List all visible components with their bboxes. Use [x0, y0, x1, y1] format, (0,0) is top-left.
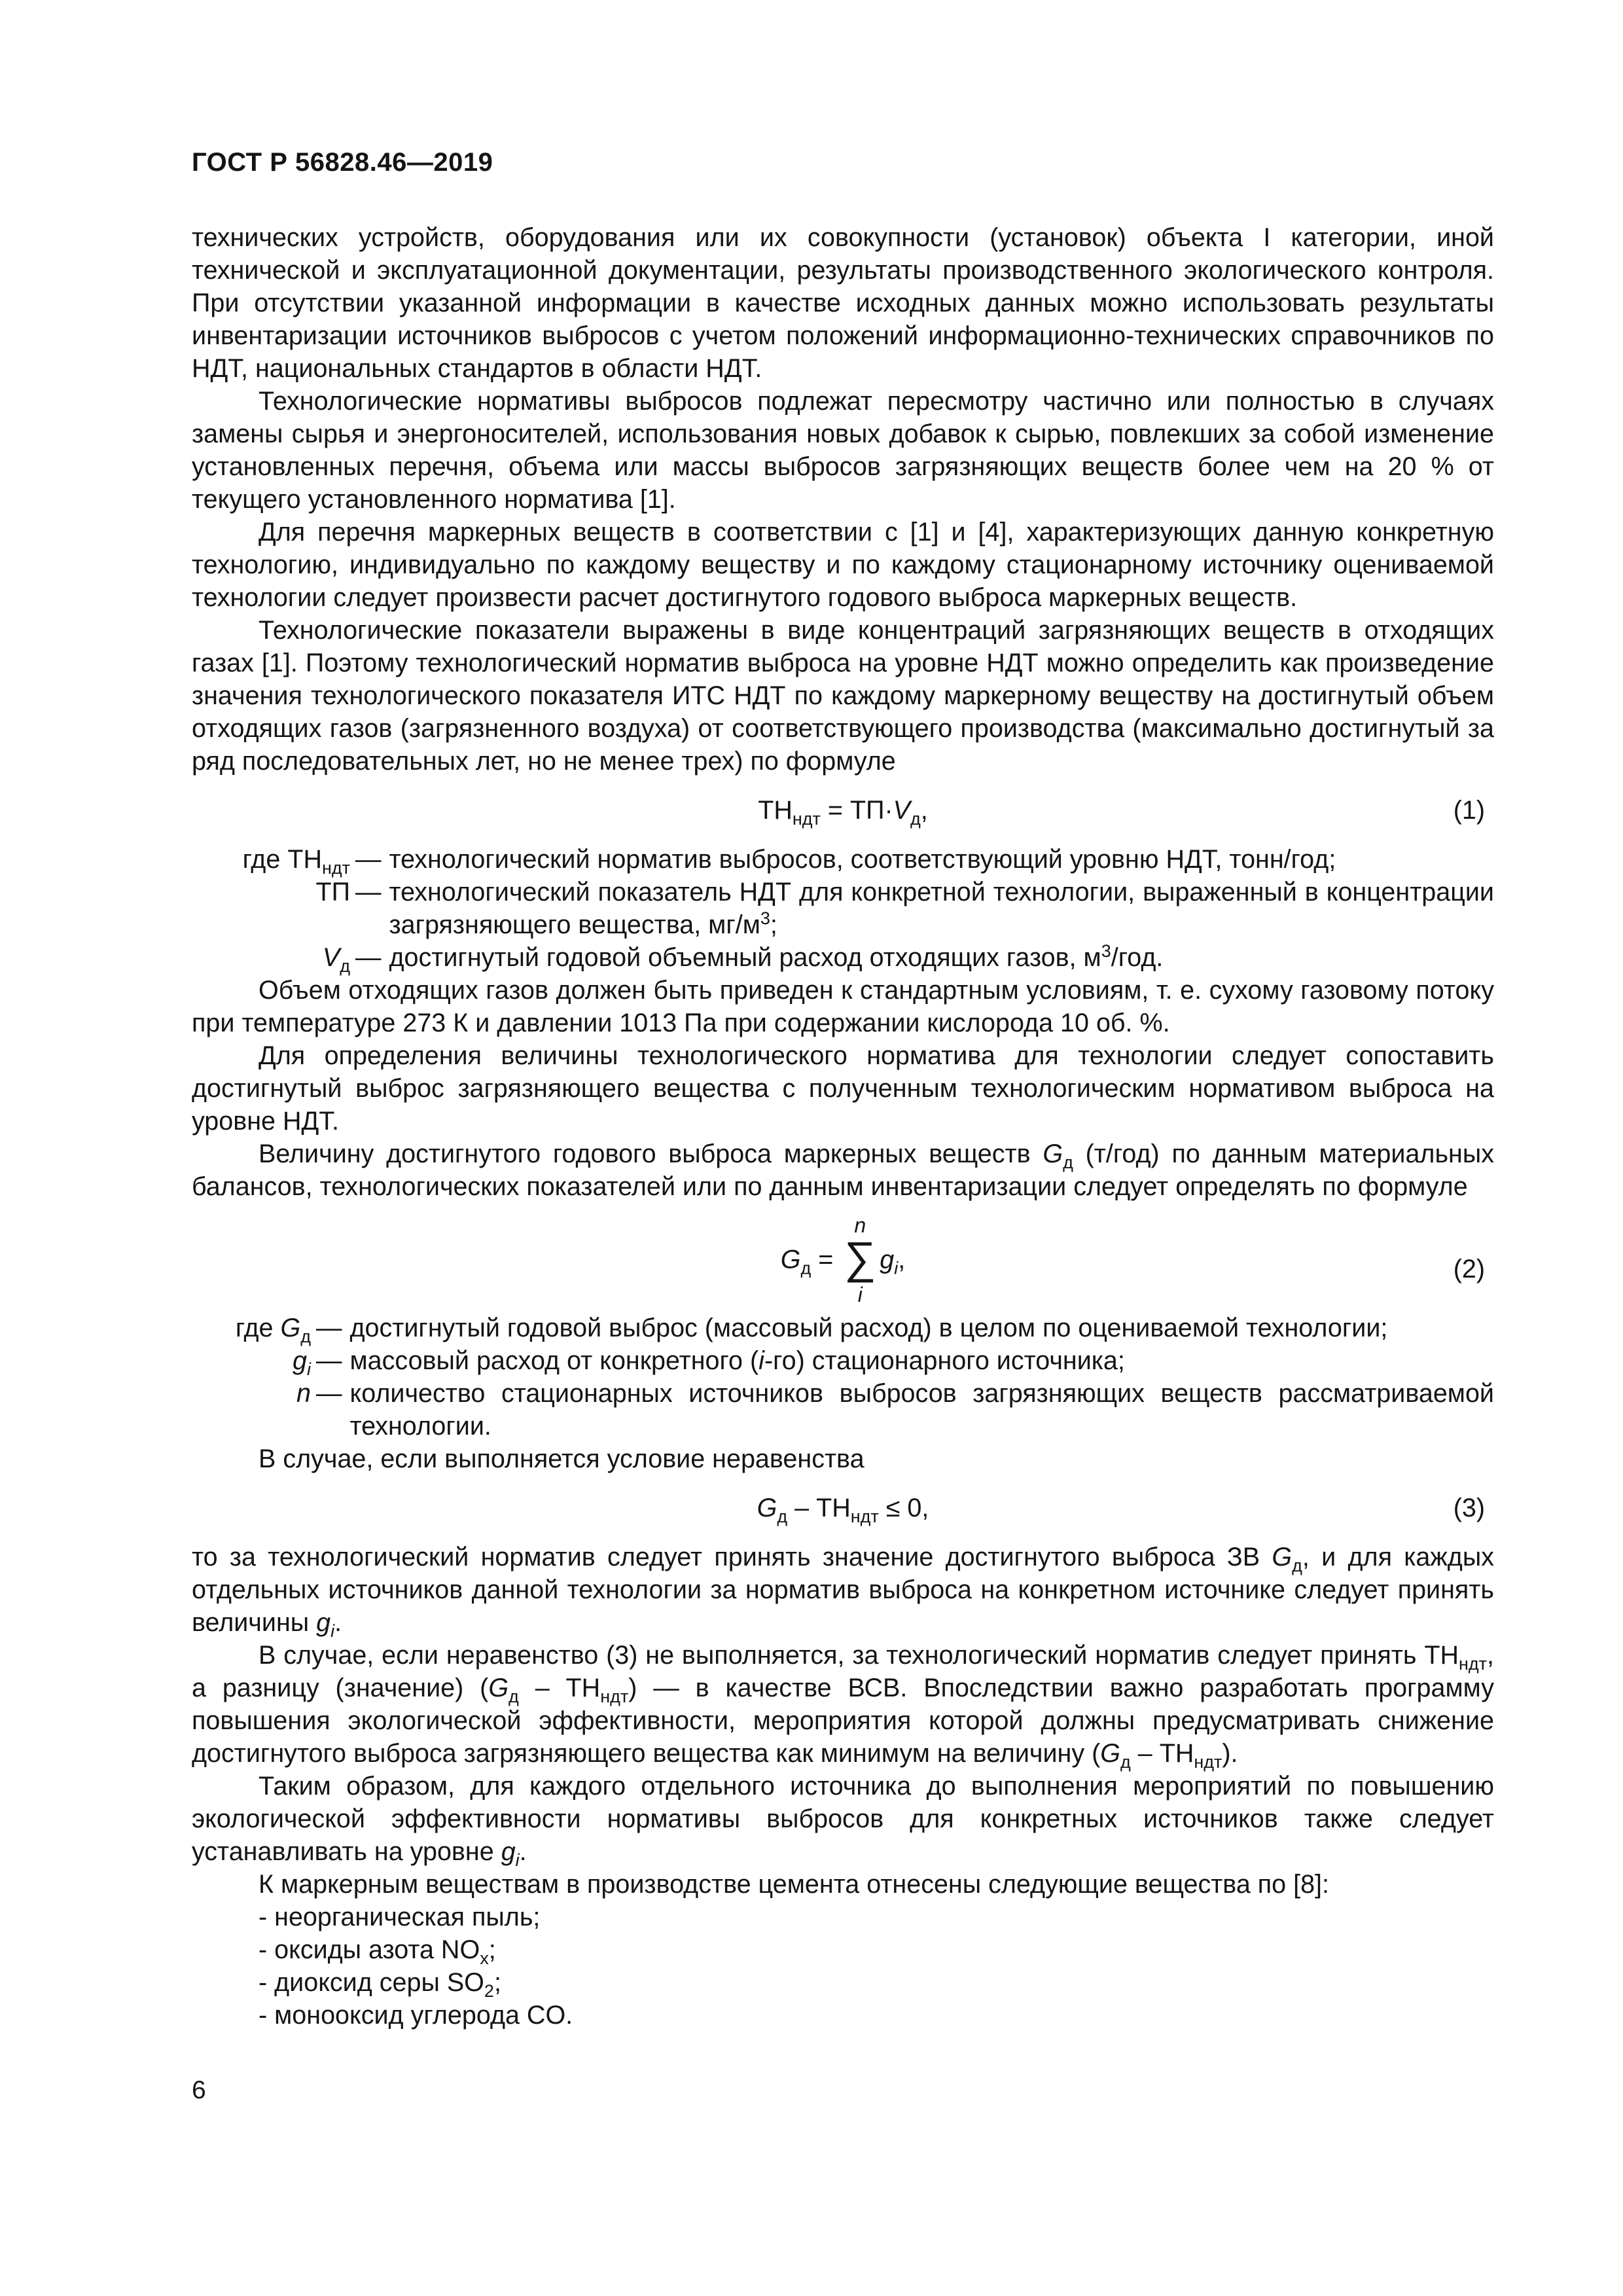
formula-3-number: (3) [1453, 1494, 1485, 1522]
paragraph-7: Величину достигнутого годового выброса маркерных веществ $G_д$ (т/год) по данным материальных балансов, технологических показателей или по данным инвентаризации следует определять по формуле [192, 1139, 1494, 1201]
paragraph-8: В случае, если выполняется условие неравенства [259, 1444, 865, 1473]
paragraph-9: то за технологический норматив следует принять значение достигнутого выброса ЗВ $G_д$, и для каждых отдельных источников данной технологии за норматив выброса на конкретном источнике следует принять величины $g_i$. [192, 1543, 1494, 1641]
list-item: - оксиды азота $NO_x$; [259, 1935, 496, 1968]
formula-1: $ТН_{ндт} = ТП\cdot V_д$, (1) [192, 778, 1494, 843]
paragraph-1: технических устройств, оборудования или их совокупности (установок) объекта I категории, иной технической и эксплуатационной документации, результаты производственного экологического контроля. При отсутствии указанной информации в качестве исходных данных можно использовать результаты инвентаризации источников выбросов с учетом положений информационно-технических справочников по НДТ, национальных стандартов в области НДТ. [192, 223, 1494, 383]
paragraph-11: Таким образом, для каждого отдельного источника до выполнения мероприятий по повышению экологической эффективности нормативы выбросов для конкретных источников также следует устанавливать на уровне $g_i$. [192, 1772, 1494, 1870]
list-item: - диоксид серы $SO_2$; [259, 1968, 501, 2001]
paragraph-3: Для перечня маркерных веществ в соответствии с [1] и [4], характеризующих данную конкретную технологию, индивидуально по каждому веществу и по каждому стационарному источнику оцениваемой технологии следует произвести расчет достигнутого годового выброса маркерных веществ. [192, 518, 1494, 612]
definitions-formula-1: где $ТН_{ндт}$ — технологический норматив выбросов, соответствующий уровню НДТ, тонн/год; ТП — технологический показатель НДТ для конкретной технологии, выраженный в концентрации загрязняющего вещества, $мг/м^3$; $V_д$ — достигнутый годовой объемный расход отходящих газов, $м^3$/год. [242, 845, 1494, 976]
paragraph-6: Для определения величины технологического норматива для технологии следует сопоставить достигнутый выброс загрязняющего вещества с полученным технологическим нормативом выброса на уровне НДТ. [192, 1041, 1494, 1136]
formula-2: $G_д$ = n ∑ i $g_i$, (2) [192, 1212, 1494, 1312]
list-item: - неорганическая пыль; [259, 1903, 541, 1931]
document-body [192, 221, 1494, 2032]
paragraph-12: К маркерным веществам в производстве цемента отнесены следующие вещества по [8]: [259, 1870, 1330, 1899]
summation-sign: n ∑ i [844, 1213, 876, 1306]
list-item: - монооксид углерода CO. [259, 2001, 573, 2030]
formula-3: $G_д - ТН_{ндт} \le 0$, (3) [192, 1475, 1494, 1541]
paragraph-4: Технологические показатели выражены в виде концентраций загрязняющих веществ в отходящих газах [1]. Поэтому технологический норматив выброса на уровне НДТ можно определить как произведение значения технологического показателя ИТС НДТ по каждому маркерному веществу на достигнутый объем отходящих газов (загрязненного воздуха) от соответствующего производства (максимально достигнутый за ряд последовательных лет, но не менее трех) по формуле [192, 616, 1494, 776]
paragraph-10: В случае, если неравенство (3) не выполняется, за технологический норматив следует принять $ТН_{ндт}$, а разницу (значение) $(G_д - ТН_{ндт})$ — в качестве ВСВ. Впоследствии важно разработать программу повышения экологической эффективности, мероприятия которой должны предусматривать снижение достигнутого выброса загрязняющего вещества как минимум на величину $(G_д - ТН_{ндт})$. [192, 1641, 1494, 1772]
page-number: 6 [192, 2076, 206, 2104]
formula-2-number: (2) [1453, 1255, 1485, 1283]
document-code: ГОСТ Р 56828.46—2019 [192, 148, 493, 177]
formula-1-number: (1) [1453, 796, 1485, 825]
definitions-formula-2: где $G_д$ — достигнутый годовой выброс (массовый расход) в целом по оцениваемой технологии; $g_i$ — массовый расход от конкретного (i-го) стационарного источника; n — количество стационарных источников выбросов загрязняющих веществ рассматриваемой технологии. [235, 1314, 1494, 1441]
paragraph-2: Технологические нормативы выбросов подлежат пересмотру частично или полностью в случаях замены сырья и энергоносителей, использования новых добавок к сырью, повлекших за собой изменение установленных перечня, объема или массы выбросов загрязняющих веществ более чем на 20 % от текущего установленного норматива [1]. [192, 387, 1494, 514]
paragraph-5: Объем отходящих газов должен быть приведен к стандартным условиям, т. е. сухому газовому потоку при температуре 273 К и давлении 1013 Па при содержании кислорода 10 об. %. [192, 976, 1494, 1037]
